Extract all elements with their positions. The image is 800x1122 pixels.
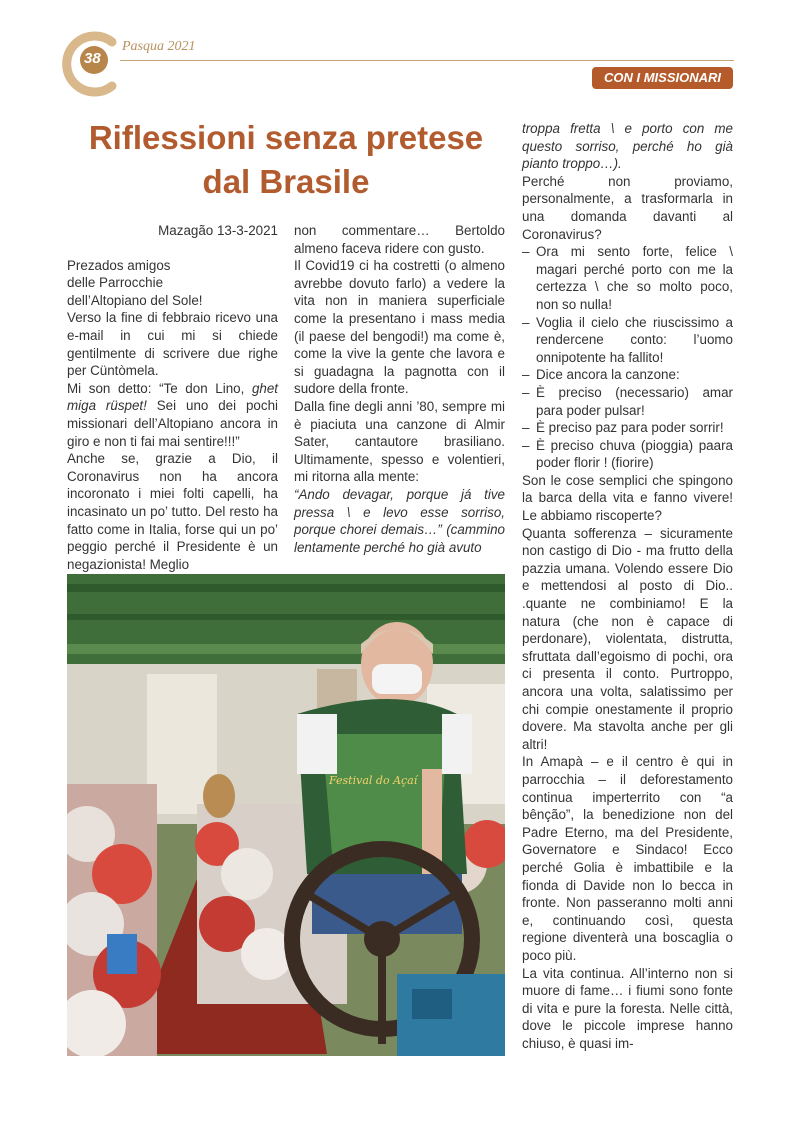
text-run: Mi son detto: “Te don Lino, (67, 380, 252, 396)
list-item: – Ora mi sento forte, felice \ magari perché porto con me la certezza \ che so molto poco, non so nulla! (522, 243, 733, 313)
section-tag: CON I MISSIONARI (592, 67, 733, 89)
boat-scene-illustration (67, 574, 505, 1056)
paragraph: Perché non proviamo, personalmente, a trasformarla in una domanda davanti al Coronavirus? (522, 173, 733, 242)
paragraph: Son le cose semplici che spingono la barca della vita e fanno vivere! Le abbiamo riscoperte? (522, 472, 733, 524)
paragraph: Verso la fine di febbraio ricevo una e-mail in cui mi si chiede gentilmente di scrivere due righe per Cüntòmela. (67, 310, 278, 379)
paragraph: In Amapà – e il centro è qui in parrocchia – il deforestamento continua imperterrito con “a bênção”, la benedizione non del Padre Eterno, ma del Presidente, Governatore e Sindaco! Ecco perché Golia è imbattibile e la fionda di Davide non lo becca in fronte. Non passeranno molti anni e, continuando così, questa regione diventerà una boscaglia o poco più. (522, 754, 733, 963)
paragraph: non commentare… Bertoldo almeno faceva ridere con gusto. (294, 223, 505, 256)
list-item: – È preciso paz para poder sorrir! (522, 419, 733, 437)
page-number: 38 (84, 50, 101, 67)
paragraph: La vita continua. All’interno non si muore di fame… i fiumi sono fonte di vita e pure la foresta. Nelle città, dove le piccole imprese hanno chiuso, è quasi im- (522, 965, 733, 1051)
greeting-line-3: dell’Altopiano del Sole! (67, 292, 203, 308)
list-item: – È preciso chuva (pioggia) paara poder florir ! (fiorire) (522, 437, 733, 472)
text-column-3 (522, 120, 733, 1052)
article-title-line-2: dal Brasile (202, 163, 370, 200)
song-quote: “Ando devagar, porque já tive pressa \ e levo esse sorriso, porque chorei demais…” (cammino lentamente perché ho già avuto (294, 486, 505, 555)
text-column-1 (67, 222, 278, 573)
text-column-2 (294, 222, 505, 556)
dialect-quote: ghet miga rüspet! (67, 380, 278, 414)
greeting-line-2: delle Parrocchie (67, 275, 164, 291)
text-run: Sei uno dei pochi missionari dell’Altopiano ancora in giro e non ti fai mai sentire!!!” (67, 398, 278, 449)
paragraph: Dalla fine degli anni ’80, sempre mi è piaciuta una canzone di Almir Sater, cantautore brasiliano. Ultimamente, spesso e volentieri, mi ritorna alla mente: (294, 398, 505, 485)
list-item: – Voglia il cielo che riuscissimo a rendercene conto: l’uomo onnipotente ha fallito! (522, 314, 733, 367)
greeting-line-1: Prezados amigos (67, 257, 171, 273)
shirt-print-text: Festival do Açaí (329, 774, 418, 787)
list-item: – È preciso (necessario) amar para poder pulsar! (522, 384, 733, 419)
paragraph: Il Covid19 ci ha costretti (o almeno avrebbe dovuto farlo) a vedere la vita non in maniera superficiale come la presentano i mass media (il paese del bengodi!) ma come è, come la vive la gente che lavora e si guadagna la pagnotta con il sudore della fronte. (294, 258, 505, 397)
article-photo (67, 574, 505, 1056)
paragraph: Quanta sofferenza – sicuramente non castigo di Dio - ma frutto della pazzia umana. Volendo essere Dio e mettendosi al posto di Dio.. .quante ne combiniamo! E la natura (che non è capace di perdonare), violentata, distrutta, sfruttata dall’egoismo di pochi, ora ci presenta il conto. Purtroppo, ancora una volta, salatissimo per chi compie onestamente il proprio dovere. Ma stavolta anche per gli altri! (522, 525, 733, 752)
issue-title: Pasqua 2021 (122, 39, 196, 54)
article-date: Mazagão 13-3-2021 (158, 223, 278, 238)
song-quote-continued: troppa fretta \ e porto con me questo sorriso, perché ho già pianto troppo…). (522, 121, 733, 172)
paragraph: Anche se, grazie a Dio, il Coronavirus non ha ancora incoronato i miei folti capelli, ha incasinato un po’ tutto. Del resto ha fatto come in Italia, forse qui un po’ peggio perché il Presidente è un negazionista! Meglio (67, 451, 278, 572)
list-item: – Dice ancora la canzone: (522, 366, 733, 384)
paragraph (67, 380, 278, 450)
article-title (68, 116, 504, 204)
song-list (522, 243, 733, 472)
header-divider (120, 60, 734, 61)
article-title-line-1: Riflessioni senza pretese (88, 119, 484, 156)
